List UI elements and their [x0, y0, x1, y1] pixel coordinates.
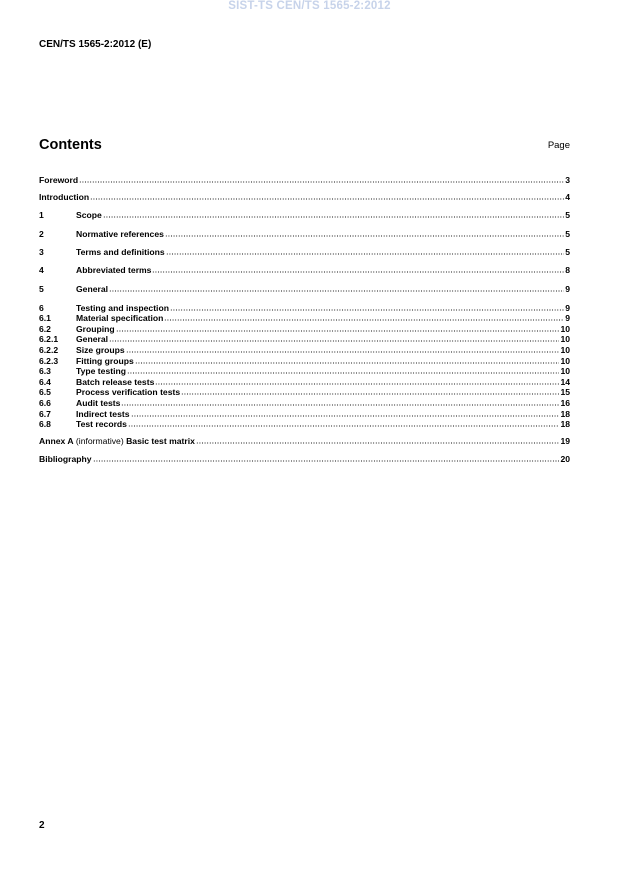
dot-leader	[166, 253, 565, 255]
toc-entry-title: Grouping	[76, 324, 115, 334]
toc-entry-introduction[interactable]	[39, 191, 570, 202]
annex-type: (informative)	[73, 436, 127, 446]
dot-leader	[109, 340, 559, 342]
toc-entry-number: 6.5	[39, 387, 51, 397]
dot-leader	[109, 290, 564, 292]
toc-entry-page: 5	[565, 229, 570, 239]
toc-entry-number: 2	[39, 229, 44, 239]
toc-entry-foreword[interactable]	[39, 174, 570, 185]
toc-entry-1[interactable]	[39, 209, 570, 220]
toc-entry-page: 20	[560, 454, 570, 464]
toc-entry-page: 10	[560, 366, 570, 376]
dot-leader	[181, 393, 559, 395]
watermark: SIST-TS CEN/TS 1565-2:2012	[228, 0, 391, 12]
toc-entry-number: 6.8	[39, 419, 51, 429]
toc-entry-title: Indirect tests	[76, 409, 130, 419]
toc-entry-page: 4	[565, 192, 570, 202]
toc-entry-3[interactable]	[39, 246, 570, 257]
toc-entry-page: 14	[560, 377, 570, 387]
toc-entry-page: 9	[565, 284, 570, 294]
toc-entry-title: Scope	[76, 210, 102, 220]
dot-leader	[93, 460, 560, 462]
toc-entry-page: 5	[565, 210, 570, 220]
toc-entry-number: 1	[39, 210, 44, 220]
contents-title: Contents	[39, 137, 102, 153]
toc-entry-page: 9	[565, 313, 570, 323]
dot-leader	[131, 415, 560, 417]
toc-entry-number: 6.2.2	[39, 345, 59, 355]
toc-entry-title: Bibliography	[39, 454, 92, 464]
toc-entry-number: 6.4	[39, 377, 51, 387]
toc-entry-number: 6	[39, 303, 44, 313]
dot-leader	[170, 309, 564, 311]
toc-entry-number: 6.2.3	[39, 356, 59, 366]
toc-entry-6-5[interactable]	[39, 386, 570, 397]
toc-entry-number: 6.2	[39, 324, 51, 334]
toc-entry-title: Fitting groups	[76, 356, 134, 366]
toc-entry-title: Terms and definitions	[76, 247, 165, 257]
dot-leader	[90, 198, 564, 200]
toc-entry-6-8[interactable]	[39, 418, 570, 429]
toc-entry-number: 6.2.1	[39, 334, 59, 344]
toc-entry-2[interactable]	[39, 228, 570, 239]
page-number: 2	[39, 820, 45, 831]
toc-entry-4[interactable]	[39, 264, 570, 275]
toc-entry-page: 3	[565, 175, 570, 185]
toc-entry-page: 19	[560, 436, 570, 446]
dot-leader	[196, 442, 560, 444]
toc-entry-title: General	[76, 334, 109, 344]
toc-entry-title: Type testing	[76, 366, 126, 376]
contents-header	[39, 137, 570, 157]
toc-entry-bibliography[interactable]	[39, 453, 570, 464]
annex-title: Basic test matrix	[126, 436, 195, 446]
dot-leader	[128, 425, 559, 427]
toc-entry-title	[39, 436, 195, 446]
toc-entry-page: 10	[560, 334, 570, 344]
toc-entry-page: 8	[565, 265, 570, 275]
dot-leader	[116, 330, 560, 332]
toc-entry-6-2-1[interactable]	[39, 333, 570, 344]
toc-entry-title: Testing and inspection	[76, 303, 169, 313]
toc-entry-number: 6.7	[39, 409, 51, 419]
toc-entry-title: Foreword	[39, 175, 79, 185]
toc-entry-title: Audit tests	[76, 398, 121, 408]
toc-entry-number: 4	[39, 265, 44, 275]
toc-entry-page: 10	[560, 324, 570, 334]
toc-entry-title: Introduction	[39, 192, 90, 202]
toc-entry-title: Abbreviated terms	[76, 265, 152, 275]
dot-leader	[121, 404, 559, 406]
toc-entry-number: 6.6	[39, 398, 51, 408]
toc-entry-page: 18	[560, 419, 570, 429]
toc-entry-page: 18	[560, 409, 570, 419]
toc-entry-title: Batch release tests	[76, 377, 155, 387]
document-id: CEN/TS 1565-2:2012 (E)	[39, 39, 152, 50]
dot-leader	[165, 235, 564, 237]
dot-leader	[126, 351, 560, 353]
toc-entry-title: Normative references	[76, 229, 164, 239]
toc-entry-page: 5	[565, 247, 570, 257]
toc-entry-page: 16	[560, 398, 570, 408]
toc-entry-page: 10	[560, 356, 570, 366]
page-column-label: Page	[547, 140, 570, 151]
dot-leader	[152, 271, 564, 273]
toc-entry-title: Material specification	[76, 313, 164, 323]
toc-entry-number: 6.1	[39, 313, 51, 323]
toc-entry-title: General	[76, 284, 109, 294]
toc-entry-6-2-2[interactable]	[39, 344, 570, 355]
toc-entry-title: Test records	[76, 419, 127, 429]
toc-entry-number: 5	[39, 284, 44, 294]
dot-leader	[155, 383, 559, 385]
toc-entry-6-6[interactable]	[39, 397, 570, 408]
toc-entry-page: 10	[560, 345, 570, 355]
toc-entry-page: 15	[560, 387, 570, 397]
toc-entry-page: 9	[565, 303, 570, 313]
dot-leader	[103, 216, 564, 218]
toc-entry-title: Process verification tests	[76, 387, 181, 397]
toc-entry-number: 3	[39, 247, 44, 257]
dot-leader	[135, 362, 560, 364]
toc-entry-6-1[interactable]	[39, 312, 570, 323]
toc-entry-annex-a[interactable]	[39, 435, 570, 446]
annex-label: Annex A	[39, 436, 74, 446]
toc-entry-number: 6.3	[39, 366, 51, 376]
toc-entry-6-3[interactable]	[39, 365, 570, 376]
dot-leader	[164, 319, 564, 321]
toc-entry-title: Size groups	[76, 345, 125, 355]
toc-entry-5[interactable]	[39, 283, 570, 294]
dot-leader	[79, 181, 564, 183]
dot-leader	[127, 372, 559, 374]
